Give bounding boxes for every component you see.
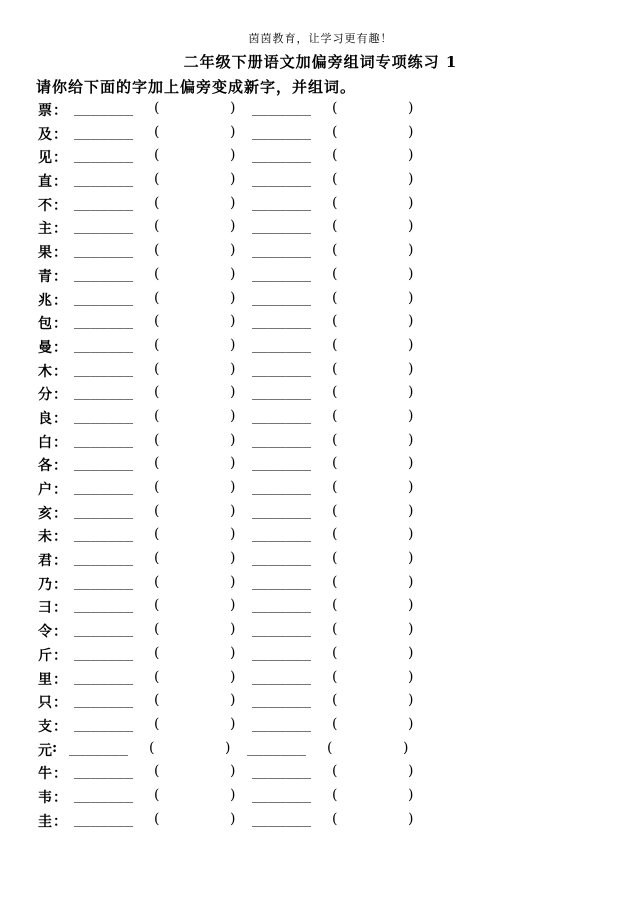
word-close-paren: ) bbox=[230, 242, 236, 259]
word-close-paren: ) bbox=[408, 455, 414, 472]
colon-mark: ： bbox=[53, 553, 67, 570]
exercise-row bbox=[36, 617, 436, 641]
exercise-row bbox=[36, 593, 436, 617]
word-open-paren: ( bbox=[332, 289, 338, 306]
colon-mark: ： bbox=[53, 813, 67, 830]
word-close-paren: ) bbox=[230, 715, 236, 732]
word-close-paren: ) bbox=[408, 621, 414, 638]
word-open-paren: ( bbox=[332, 597, 338, 614]
word-open-paren: ( bbox=[332, 171, 338, 188]
word-open-paren: ( bbox=[332, 100, 338, 116]
new-character-blank: _______ bbox=[252, 526, 312, 543]
word-open-paren: ( bbox=[332, 763, 338, 780]
exercise-row bbox=[36, 167, 436, 191]
word-open-paren: ( bbox=[154, 597, 160, 614]
word-close-paren: ) bbox=[230, 123, 236, 140]
word-open-paren: ( bbox=[154, 692, 160, 709]
base-character: 曼 bbox=[38, 339, 52, 356]
word-open-paren: ( bbox=[154, 550, 160, 567]
word-open-paren: ( bbox=[332, 147, 338, 164]
word-open-paren: ( bbox=[332, 384, 338, 401]
word-open-paren: ( bbox=[154, 360, 160, 377]
new-character-blank: _______ bbox=[252, 407, 312, 424]
word-close-paren: ) bbox=[408, 692, 414, 709]
base-character: 彐 bbox=[38, 600, 52, 617]
colon-mark: ： bbox=[53, 197, 67, 214]
word-close-paren: ) bbox=[408, 407, 414, 424]
word-close-paren: ) bbox=[408, 313, 414, 330]
word-close-paren: ) bbox=[408, 526, 414, 543]
colon-mark: ： bbox=[53, 789, 67, 806]
colon-mark: ： bbox=[53, 174, 67, 191]
colon-mark: ： bbox=[53, 410, 67, 427]
base-character: 果 bbox=[38, 245, 52, 262]
word-open-paren: ( bbox=[327, 739, 333, 756]
word-open-paren: ( bbox=[154, 336, 160, 353]
word-close-paren: ) bbox=[408, 100, 414, 116]
new-character-blank: _______ bbox=[74, 597, 134, 614]
base-character: 分 bbox=[38, 387, 52, 404]
new-character-blank: _______ bbox=[252, 455, 312, 472]
new-character-blank: _______ bbox=[74, 763, 134, 780]
word-open-paren: ( bbox=[332, 313, 338, 330]
base-character: 票 bbox=[38, 103, 52, 119]
word-open-paren: ( bbox=[154, 668, 160, 685]
word-close-paren: ) bbox=[408, 123, 414, 140]
new-character-blank: _______ bbox=[74, 526, 134, 543]
colon-mark: ： bbox=[53, 671, 67, 688]
new-character-blank: _______ bbox=[74, 644, 134, 661]
exercise-row bbox=[36, 404, 436, 428]
new-character-blank: _______ bbox=[252, 810, 312, 827]
new-character-blank: _______ bbox=[252, 218, 312, 235]
word-open-paren: ( bbox=[332, 194, 338, 211]
base-character: 韦 bbox=[38, 789, 52, 806]
colon-mark: ： bbox=[53, 600, 67, 617]
base-character: 兆 bbox=[38, 292, 52, 309]
word-close-paren: ) bbox=[408, 763, 414, 780]
exercise-row bbox=[36, 120, 436, 144]
colon-mark: ： bbox=[53, 316, 67, 333]
new-character-blank: _______ bbox=[252, 242, 312, 259]
colon-mark: ： bbox=[53, 766, 67, 783]
word-close-paren: ) bbox=[230, 147, 236, 164]
header-note: 茵茵教育，让学习更有趣！ bbox=[248, 32, 393, 45]
word-open-paren: ( bbox=[332, 123, 338, 140]
new-character-blank: _______ bbox=[252, 171, 312, 188]
word-close-paren: ) bbox=[408, 289, 414, 306]
exercise-row bbox=[36, 641, 436, 665]
word-open-paren: ( bbox=[332, 715, 338, 732]
word-open-paren: ( bbox=[332, 360, 338, 377]
word-open-paren: ( bbox=[332, 265, 338, 282]
new-character-blank: _______ bbox=[74, 100, 134, 116]
colon-mark: ： bbox=[53, 292, 67, 309]
colon-mark: ： bbox=[53, 339, 67, 356]
page-title: 二年级下册语文加偏旁组词专项练习 1 bbox=[183, 53, 458, 71]
word-open-paren: ( bbox=[154, 218, 160, 235]
exercise-row bbox=[36, 238, 436, 262]
colon-mark: ： bbox=[53, 482, 67, 498]
word-open-paren: ( bbox=[154, 384, 160, 401]
word-open-paren: ( bbox=[154, 715, 160, 732]
base-character: 主 bbox=[38, 221, 52, 238]
exercise-row bbox=[36, 522, 436, 546]
base-character: 只 bbox=[38, 695, 52, 712]
word-open-paren: ( bbox=[154, 526, 160, 543]
colon-mark: ： bbox=[53, 647, 67, 664]
word-close-paren: ) bbox=[230, 526, 236, 543]
word-open-paren: ( bbox=[332, 455, 338, 472]
word-close-paren: ) bbox=[230, 455, 236, 472]
new-character-blank: _______ bbox=[252, 786, 312, 803]
exercise-row bbox=[36, 214, 436, 238]
colon-mark: ： bbox=[53, 363, 67, 380]
colon-mark: ： bbox=[53, 103, 67, 119]
new-character-blank: _______ bbox=[74, 692, 134, 709]
new-character-blank: _______ bbox=[74, 407, 134, 424]
word-open-paren: ( bbox=[332, 550, 338, 567]
base-character: 亥 bbox=[38, 505, 52, 522]
word-close-paren: ) bbox=[230, 668, 236, 685]
exercise-row bbox=[36, 712, 436, 736]
base-character: 包 bbox=[38, 316, 52, 333]
exercise-row bbox=[36, 499, 436, 523]
new-character-blank: _______ bbox=[252, 715, 312, 732]
word-close-paren: ) bbox=[408, 644, 414, 661]
new-character-blank: _______ bbox=[252, 313, 312, 330]
base-character: 斤 bbox=[38, 647, 52, 664]
word-close-paren: ) bbox=[408, 336, 414, 353]
word-open-paren: ( bbox=[332, 431, 338, 448]
exercise-row bbox=[36, 357, 436, 381]
colon-mark: ： bbox=[53, 221, 67, 238]
colon-mark: ： bbox=[53, 505, 67, 522]
base-character: 未 bbox=[38, 529, 52, 546]
word-close-paren: ) bbox=[230, 479, 236, 495]
word-close-paren: ) bbox=[408, 715, 414, 732]
new-character-blank: _______ bbox=[74, 194, 134, 211]
new-character-blank: _______ bbox=[252, 123, 312, 140]
word-close-paren: ) bbox=[230, 384, 236, 401]
word-open-paren: ( bbox=[332, 644, 338, 661]
new-character-blank: _______ bbox=[252, 336, 312, 353]
exercise-row bbox=[36, 286, 436, 310]
word-open-paren: ( bbox=[154, 194, 160, 211]
colon-mark: ： bbox=[53, 529, 67, 546]
word-close-paren: ) bbox=[230, 644, 236, 661]
word-open-paren: ( bbox=[332, 573, 338, 590]
word-open-paren: ( bbox=[149, 739, 155, 756]
word-close-paren: ) bbox=[230, 621, 236, 638]
word-open-paren: ( bbox=[332, 621, 338, 638]
new-character-blank: _______ bbox=[74, 455, 134, 472]
word-close-paren: ) bbox=[408, 171, 414, 188]
word-close-paren: ) bbox=[408, 597, 414, 614]
word-close-paren: ) bbox=[230, 407, 236, 424]
word-close-paren: ) bbox=[230, 336, 236, 353]
word-close-paren: ) bbox=[408, 360, 414, 377]
word-close-paren: ) bbox=[408, 194, 414, 211]
base-character: 牛 bbox=[38, 766, 52, 783]
new-character-blank: _______ bbox=[252, 360, 312, 377]
new-character-blank: _______ bbox=[247, 739, 307, 756]
colon-mark: ： bbox=[53, 695, 67, 712]
base-character: 里 bbox=[38, 671, 52, 688]
new-character-blank: _______ bbox=[69, 739, 129, 756]
exercise-row bbox=[36, 309, 436, 333]
word-open-paren: ( bbox=[332, 668, 338, 685]
exercise-row bbox=[36, 736, 436, 760]
base-character: 户 bbox=[38, 482, 52, 498]
base-character: 乃 bbox=[38, 576, 52, 593]
word-open-paren: ( bbox=[332, 786, 338, 803]
colon-mark: ： bbox=[53, 434, 67, 451]
exercise-row bbox=[36, 262, 436, 286]
word-close-paren: ) bbox=[230, 313, 236, 330]
colon-mark: : bbox=[52, 739, 58, 756]
base-character: 见 bbox=[38, 150, 52, 167]
word-close-paren: ) bbox=[403, 739, 409, 756]
new-character-blank: _______ bbox=[252, 265, 312, 282]
base-character: 及 bbox=[38, 126, 52, 143]
word-open-paren: ( bbox=[332, 479, 338, 495]
new-character-blank: _______ bbox=[74, 336, 134, 353]
word-open-paren: ( bbox=[154, 479, 160, 495]
exercise-row bbox=[36, 96, 436, 120]
word-close-paren: ) bbox=[230, 763, 236, 780]
base-character: 木 bbox=[38, 363, 52, 380]
word-open-paren: ( bbox=[154, 265, 160, 282]
word-open-paren: ( bbox=[154, 313, 160, 330]
word-close-paren: ) bbox=[230, 431, 236, 448]
new-character-blank: _______ bbox=[74, 242, 134, 259]
word-close-paren: ) bbox=[408, 265, 414, 282]
word-close-paren: ) bbox=[408, 786, 414, 803]
colon-mark: ： bbox=[53, 126, 67, 143]
word-close-paren: ) bbox=[230, 265, 236, 282]
word-close-paren: ) bbox=[408, 550, 414, 567]
new-character-blank: _______ bbox=[252, 100, 312, 116]
exercise-row bbox=[36, 570, 436, 594]
exercise-row bbox=[36, 759, 436, 783]
word-open-paren: ( bbox=[154, 502, 160, 519]
new-character-blank: _______ bbox=[252, 431, 312, 448]
word-close-paren: ) bbox=[408, 668, 414, 685]
word-open-paren: ( bbox=[154, 573, 160, 590]
colon-mark: ： bbox=[53, 387, 67, 404]
word-open-paren: ( bbox=[154, 763, 160, 780]
exercise-row bbox=[36, 665, 436, 689]
exercise-row bbox=[36, 688, 436, 712]
new-character-blank: _______ bbox=[252, 550, 312, 567]
word-open-paren: ( bbox=[154, 786, 160, 803]
colon-mark: ： bbox=[53, 245, 67, 262]
word-close-paren: ) bbox=[230, 100, 236, 116]
word-open-paren: ( bbox=[154, 289, 160, 306]
base-character: 圭 bbox=[38, 813, 52, 830]
word-close-paren: ) bbox=[230, 502, 236, 519]
exercise-row bbox=[36, 428, 436, 452]
word-close-paren: ) bbox=[230, 360, 236, 377]
new-character-blank: _______ bbox=[74, 668, 134, 685]
new-character-blank: _______ bbox=[252, 763, 312, 780]
base-character: 不 bbox=[38, 197, 52, 214]
exercise-row bbox=[36, 783, 436, 807]
base-character: 令 bbox=[38, 624, 52, 641]
word-close-paren: ) bbox=[408, 502, 414, 519]
colon-mark: ： bbox=[53, 576, 67, 593]
new-character-blank: _______ bbox=[74, 360, 134, 377]
word-open-paren: ( bbox=[332, 692, 338, 709]
new-character-blank: _______ bbox=[74, 502, 134, 519]
word-open-paren: ( bbox=[154, 810, 160, 827]
colon-mark: ： bbox=[53, 624, 67, 641]
new-character-blank: _______ bbox=[252, 573, 312, 590]
word-open-paren: ( bbox=[332, 526, 338, 543]
base-character: 支 bbox=[38, 718, 52, 735]
word-close-paren: ) bbox=[408, 479, 414, 495]
new-character-blank: _______ bbox=[252, 147, 312, 164]
base-character: 良 bbox=[38, 410, 52, 427]
new-character-blank: _______ bbox=[74, 147, 134, 164]
word-close-paren: ) bbox=[230, 218, 236, 235]
word-close-paren: ) bbox=[408, 431, 414, 448]
word-close-paren: ) bbox=[408, 218, 414, 235]
new-character-blank: _______ bbox=[74, 479, 134, 495]
word-open-paren: ( bbox=[154, 242, 160, 259]
colon-mark: ： bbox=[53, 268, 67, 285]
base-character: 元 bbox=[38, 742, 52, 759]
new-character-blank: _______ bbox=[74, 431, 134, 448]
base-character: 君 bbox=[38, 553, 52, 570]
word-close-paren: ) bbox=[225, 739, 231, 756]
word-open-paren: ( bbox=[154, 147, 160, 164]
exercise-list bbox=[36, 96, 436, 830]
new-character-blank: _______ bbox=[252, 194, 312, 211]
word-open-paren: ( bbox=[154, 171, 160, 188]
word-open-paren: ( bbox=[332, 407, 338, 424]
word-close-paren: ) bbox=[408, 573, 414, 590]
word-close-paren: ) bbox=[230, 550, 236, 567]
new-character-blank: _______ bbox=[252, 644, 312, 661]
word-open-paren: ( bbox=[154, 644, 160, 661]
new-character-blank: _______ bbox=[74, 786, 134, 803]
word-open-paren: ( bbox=[332, 810, 338, 827]
exercise-row bbox=[36, 333, 436, 357]
word-open-paren: ( bbox=[154, 123, 160, 140]
word-open-paren: ( bbox=[154, 621, 160, 638]
exercise-row bbox=[36, 807, 436, 831]
word-open-paren: ( bbox=[332, 336, 338, 353]
word-open-paren: ( bbox=[332, 502, 338, 519]
word-close-paren: ) bbox=[230, 692, 236, 709]
word-open-paren: ( bbox=[154, 431, 160, 448]
exercise-row bbox=[36, 546, 436, 570]
new-character-blank: _______ bbox=[252, 692, 312, 709]
word-close-paren: ) bbox=[230, 289, 236, 306]
new-character-blank: _______ bbox=[252, 479, 312, 495]
word-close-paren: ) bbox=[230, 194, 236, 211]
word-open-paren: ( bbox=[332, 242, 338, 259]
exercise-row bbox=[36, 475, 436, 499]
new-character-blank: _______ bbox=[74, 715, 134, 732]
new-character-blank: _______ bbox=[74, 123, 134, 140]
new-character-blank: _______ bbox=[252, 597, 312, 614]
base-character: 各 bbox=[38, 458, 52, 475]
new-character-blank: _______ bbox=[252, 621, 312, 638]
new-character-blank: _______ bbox=[74, 573, 134, 590]
word-open-paren: ( bbox=[154, 100, 160, 116]
word-close-paren: ) bbox=[230, 810, 236, 827]
exercise-row bbox=[36, 143, 436, 167]
new-character-blank: _______ bbox=[74, 313, 134, 330]
new-character-blank: _______ bbox=[74, 384, 134, 401]
word-close-paren: ) bbox=[230, 171, 236, 188]
colon-mark: ： bbox=[53, 718, 67, 735]
new-character-blank: _______ bbox=[252, 384, 312, 401]
new-character-blank: _______ bbox=[74, 265, 134, 282]
word-close-paren: ) bbox=[230, 597, 236, 614]
new-character-blank: _______ bbox=[74, 289, 134, 306]
new-character-blank: _______ bbox=[74, 171, 134, 188]
word-open-paren: ( bbox=[332, 218, 338, 235]
new-character-blank: _______ bbox=[252, 289, 312, 306]
word-close-paren: ) bbox=[408, 810, 414, 827]
colon-mark: ： bbox=[53, 458, 67, 475]
word-open-paren: ( bbox=[154, 455, 160, 472]
word-open-paren: ( bbox=[154, 407, 160, 424]
base-character: 白 bbox=[38, 434, 52, 451]
base-character: 青 bbox=[38, 268, 52, 285]
new-character-blank: _______ bbox=[252, 502, 312, 519]
new-character-blank: _______ bbox=[74, 550, 134, 567]
word-close-paren: ) bbox=[230, 786, 236, 803]
word-close-paren: ) bbox=[408, 147, 414, 164]
new-character-blank: _______ bbox=[252, 668, 312, 685]
word-close-paren: ) bbox=[408, 242, 414, 259]
instruction-text: 请你给下面的字加上偏旁变成新字，并组词。 bbox=[36, 78, 357, 96]
new-character-blank: _______ bbox=[74, 218, 134, 235]
colon-mark: ： bbox=[53, 150, 67, 167]
exercise-row bbox=[36, 451, 436, 475]
new-character-blank: _______ bbox=[74, 621, 134, 638]
exercise-row bbox=[36, 380, 436, 404]
word-close-paren: ) bbox=[230, 573, 236, 590]
word-close-paren: ) bbox=[408, 384, 414, 401]
exercise-row bbox=[36, 191, 436, 215]
base-character: 直 bbox=[38, 174, 52, 191]
new-character-blank: _______ bbox=[74, 810, 134, 827]
